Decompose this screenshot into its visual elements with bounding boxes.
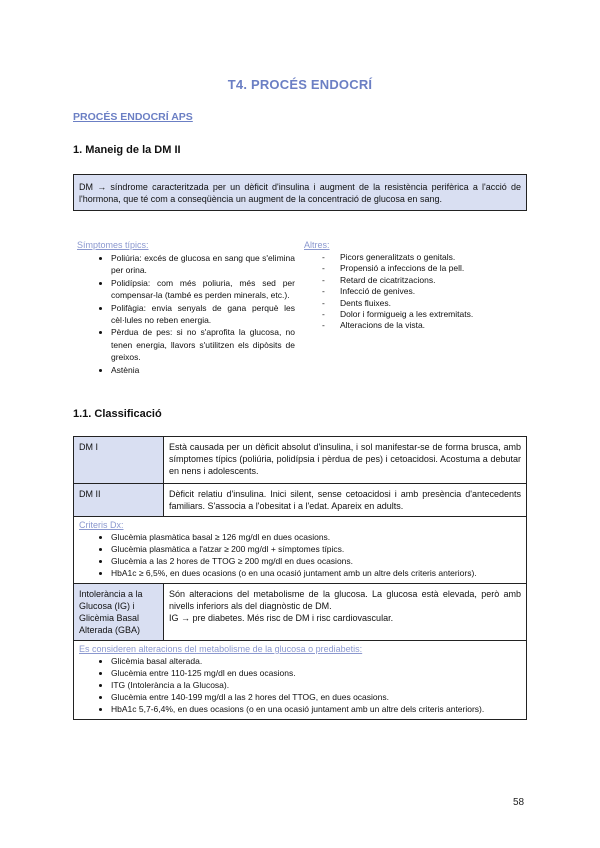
- list-item: • Pèrdua de pes: si no s'aprofita la glucosa, no tenen energia, llavors s'utilitzen els dipòsits de greixos.: [111, 326, 295, 363]
- dm2-text: Dèficit relatiu d'insulina. Inici silent, sense cetoacidosi i amb presència d'antecedents familiars. S'associa a l'obesitat i a l'edat. Apareix en adults.: [164, 484, 527, 517]
- page-title: T4. PROCÉS ENDOCRÍ: [227, 77, 373, 92]
- heading-classification: 1.1. Classificació: [73, 408, 162, 420]
- ig-label: Intolerància a la Glucosa (IG) i Glicèmia Basal Alterada (GBA): [74, 584, 164, 641]
- section-subtitle: PROCÉS ENDOCRÍ APS: [73, 111, 193, 123]
- typical-symptoms-title: Símptomes típics:: [77, 240, 149, 250]
- list-item: • ITG (Intolerància a la Glucosa).: [111, 679, 521, 691]
- list-item: - Retard de cicatritzacions.: [304, 275, 524, 286]
- dm2-label: DM II: [74, 484, 164, 517]
- dm1-text: Està causada per un dèficit absolut d'insulina, i sol manifestar-se de forma brusca, amb símptomes típics (poliúria, polidípsia i pèrdua de pes) i cetoacidosi. Acostuma a debutar en nens i adolescents.: [164, 437, 527, 484]
- list-item: - Dolor i formigueig a les extremitats.: [304, 309, 524, 320]
- prediabetes-cell: [74, 641, 527, 720]
- list-item: - Alteracions de la vista.: [304, 320, 524, 331]
- table-row: [74, 584, 527, 641]
- table-row: [74, 437, 527, 484]
- page-number: 58: [513, 797, 525, 808]
- criteria-list: [79, 531, 521, 579]
- list-item: - Propensió a infeccions de la pell.: [304, 263, 524, 274]
- table-row: [74, 517, 527, 584]
- list-item: • Polifàgia: envia senyals de gana perquè les cèl·lules no reben energia.: [111, 302, 295, 327]
- typical-symptoms-column: [77, 240, 295, 376]
- criteria-title: Criteris Dx:: [79, 520, 124, 530]
- list-item: • Glucèmia entre 110-125 mg/dl en dues ocasions.: [111, 667, 521, 679]
- heading-section-1: 1. Maneig de la DM II: [73, 144, 181, 156]
- criteria-cell: [74, 517, 527, 584]
- list-item: • Glucèmia a las 2 hores de TTOG ≥ 200 mg/dl en dues ocasions.: [111, 555, 521, 567]
- other-symptoms-column: [304, 240, 524, 332]
- list-item: • Glicèmia basal alterada.: [111, 655, 521, 667]
- ig-cell: [164, 584, 527, 641]
- definition-box: DM → síndrome caracteritzada per un dèficit d'insulina i augment de la resistència perifèrica a l'acció de l'hormona, que té com a conseqüència un augment de la concentració de glucosa en sang.: [73, 174, 527, 211]
- prediabetes-title: Es consideren alteracions del metabolisme de la glucosa o prediabetis:: [79, 644, 363, 654]
- list-item: • Poliúria: excés de glucosa en sang que s'elimina per orina.: [111, 252, 295, 277]
- ig-text-1: Són alteracions del metabolisme de la glucosa. La glucosa està elevada, però amb nivells inferiors als del diagnòstic de DM.: [169, 589, 521, 611]
- list-item: • Glucèmia entre 140-199 mg/dl a las 2 hores del TTOG, en dues ocasions.: [111, 691, 521, 703]
- dm1-label: DM I: [74, 437, 164, 484]
- list-item: • HbA1c ≥ 6,5%, en dues ocasions (o en una ocasió juntament amb un altre dels criteris anteriors).: [111, 567, 521, 579]
- prediabetes-list: [79, 655, 521, 715]
- classification-table: [73, 436, 527, 720]
- list-item: - Infecció de genives.: [304, 286, 524, 297]
- ig-text-2: IG → pre diabetes. Més risc de DM i risc cardiovascular.: [169, 613, 394, 623]
- table-row: [74, 641, 527, 720]
- other-symptoms-title: Altres:: [304, 240, 330, 250]
- other-symptoms-list: [304, 252, 524, 332]
- list-item: - Dents fluixes.: [304, 298, 524, 309]
- list-item: • Polidípsia: com més poliuria, més sed per compensar-la (també es perden minerals, etc.).: [111, 277, 295, 302]
- typical-symptoms-list: [77, 252, 295, 376]
- list-item: - Picors generalitzats o genitals.: [304, 252, 524, 263]
- list-item: • Glucèmia plasmàtica a l'atzar ≥ 200 mg/dl + símptomes típics.: [111, 543, 521, 555]
- list-item: • HbA1c 5,7-6,4%, en dues ocasions (o en una ocasió juntament amb un altre dels criteris anteriors).: [111, 703, 521, 715]
- list-item: • Glucèmia plasmàtica basal ≥ 126 mg/dl en dues ocasions.: [111, 531, 521, 543]
- list-item: • Astènia: [111, 364, 295, 376]
- table-row: [74, 484, 527, 517]
